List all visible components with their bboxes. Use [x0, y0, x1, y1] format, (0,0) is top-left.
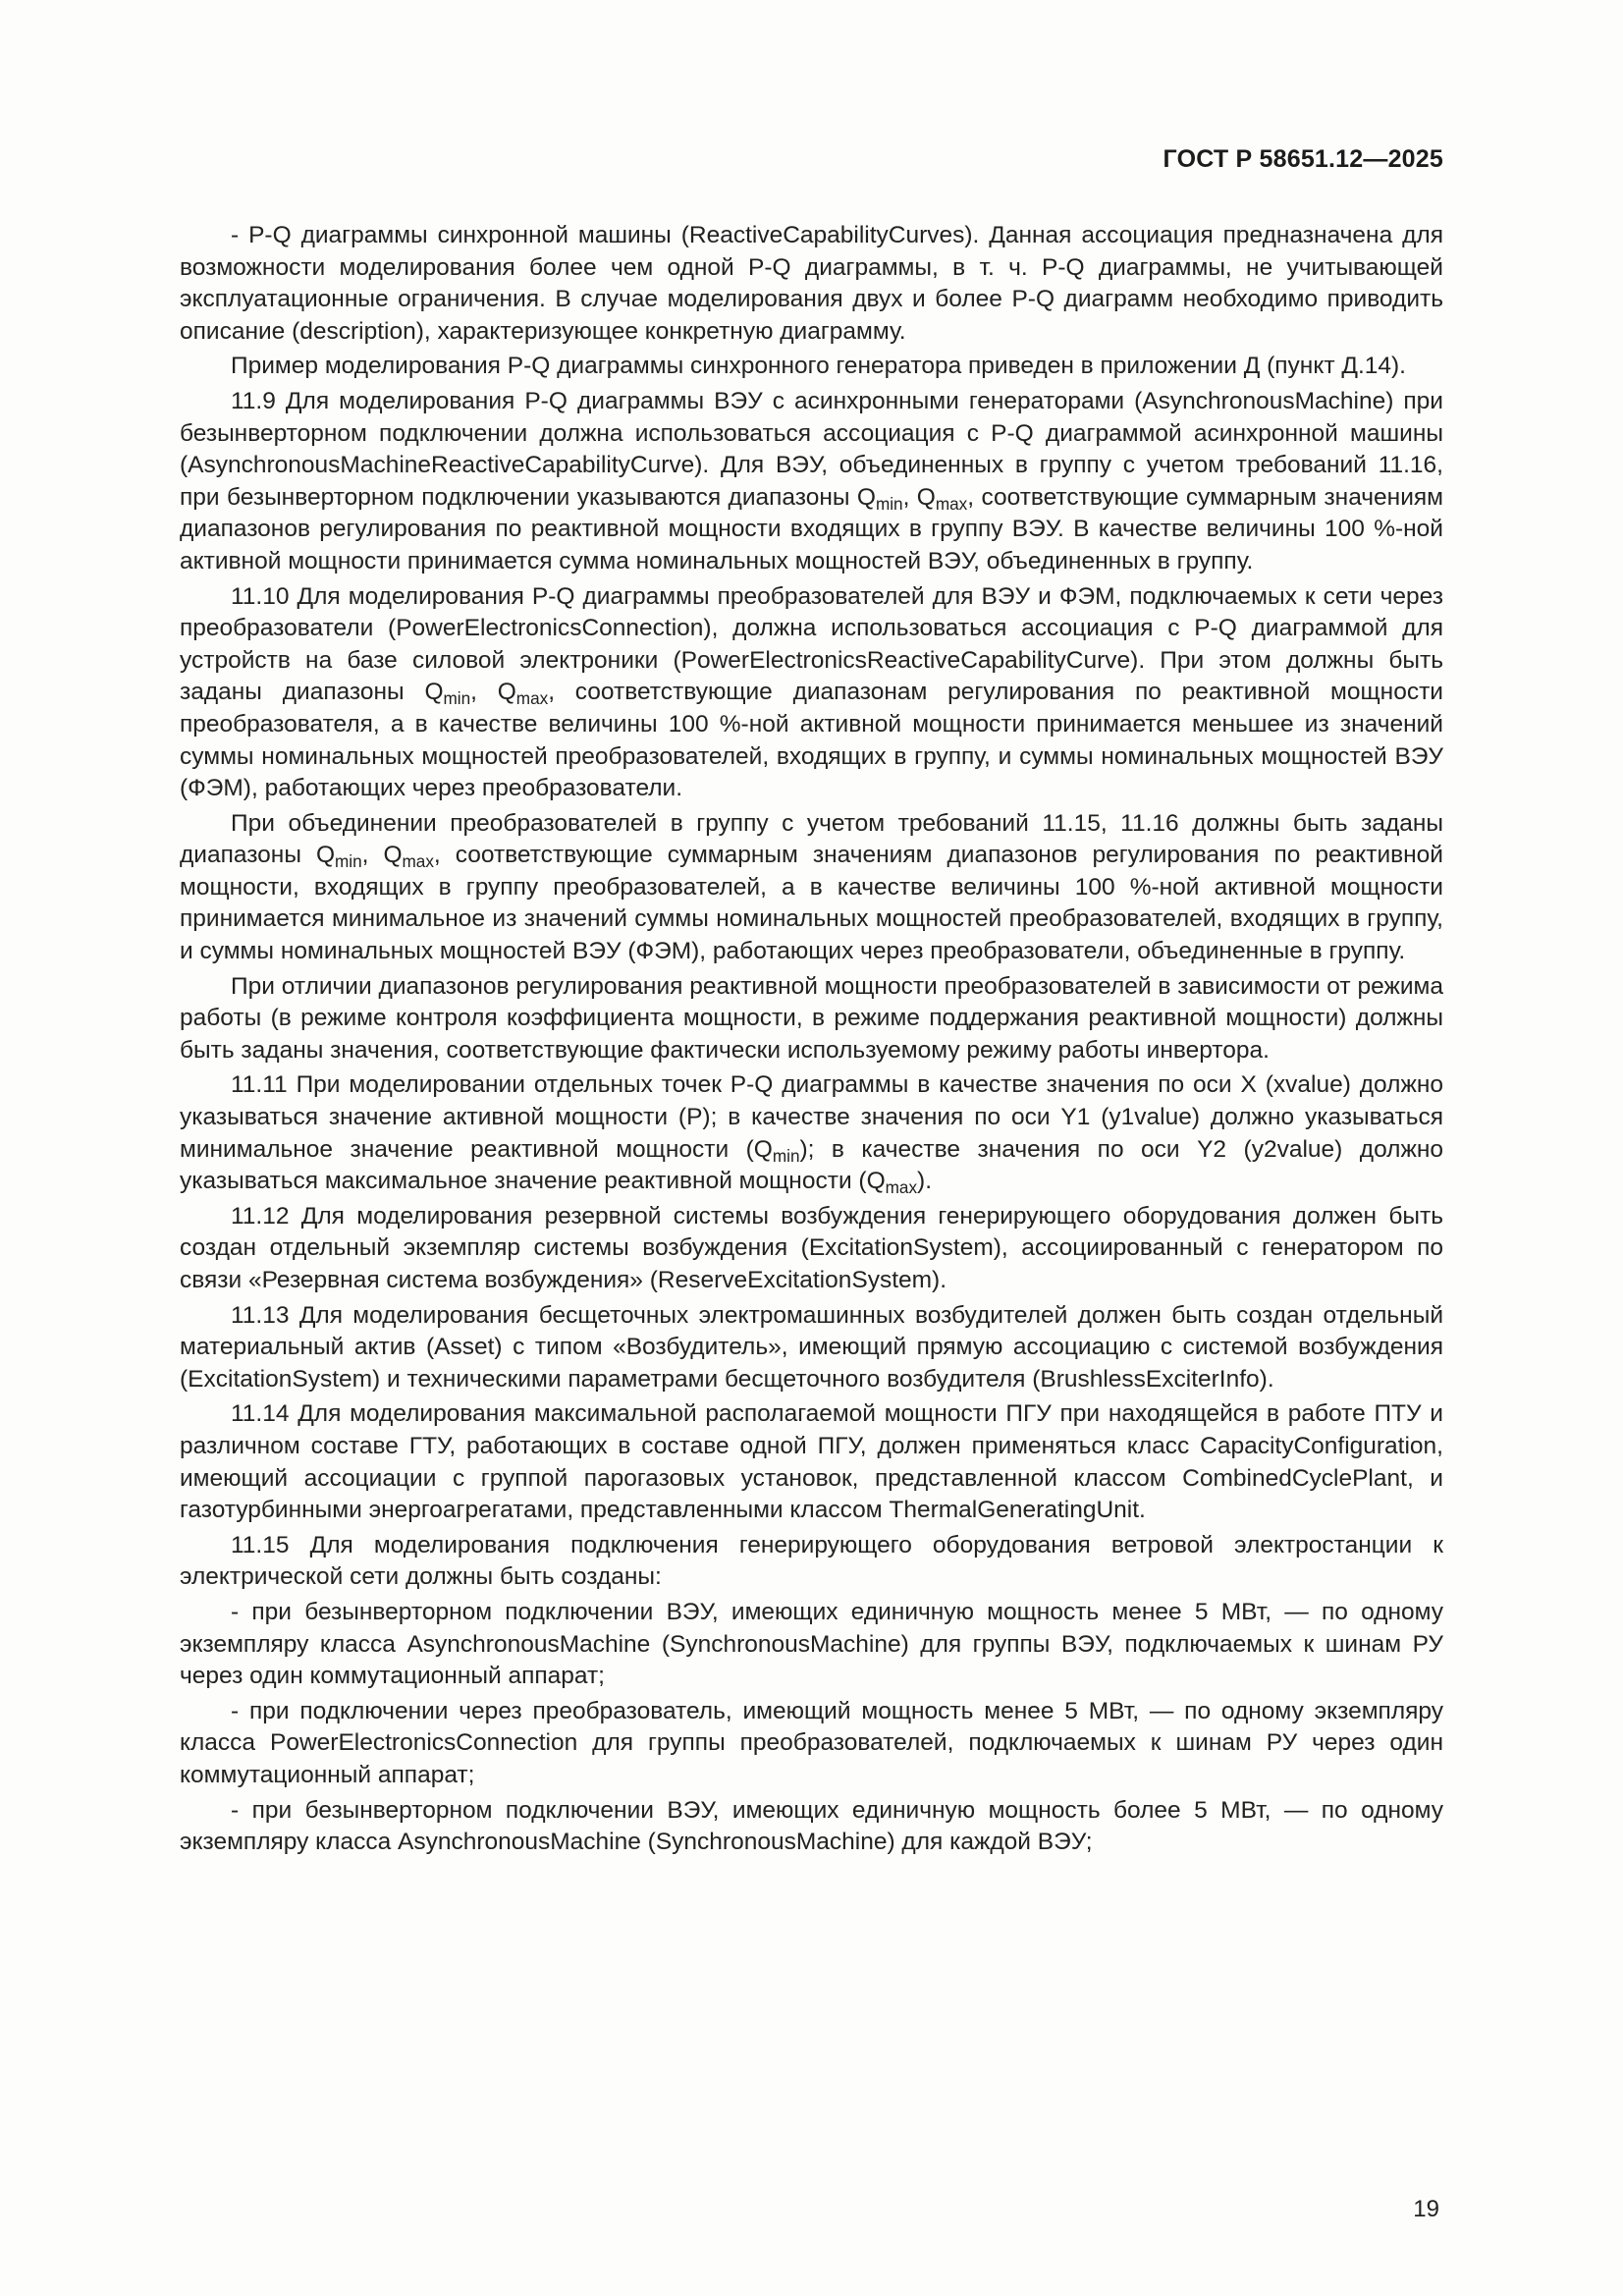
paragraph-11-11: 11.11 При моделировании отдельных точек P-Q диаграммы в качестве значения по оси X (xvalue) должно указываться значение активной мощности (P); в качестве значения по оси Y1 (y1value) должно указываться минимальное значение реактивной мощности $(Q_{min})$; в качестве значения по оси Y2 (y2value) должно указываться максимальное значение реактивной мощности $(Q_{max})$. — [180, 1071, 1444, 1198]
paragraph-11-10: 11.10 Для моделирования P-Q диаграммы преобразователей для ВЭУ и ФЭМ, подключаемых к сети через преобразователи (PowerElectronicsConnection), должна использоваться ассоциация с P-Q диаграммой для устройств на базе силовой электроники (PowerElectronicsReactiveCapabilityCurve). При этом должны быть заданы диапазоны $Q_{min}$, $Q_{max}$, соответствующие диапазонам регулирования по реактивной мощности преобразователя, а в качестве величины 100 %-ной активной мощности принимается меньшее из значений суммы номинальных мощностей преобразователей, входящих в группу, и суммы номинальных мощностей ВЭУ (ФЭМ), работающих через преобразователи. — [180, 582, 1443, 802]
subscript-min: min — [335, 851, 362, 872]
paragraph-converter-grouping: При объединении преобразователей в группу с учетом требований 11.15, 11.16 должны быть заданы диапазоны $Q_{min}$, $Q_{max}$, соответствующие суммарным значениям диапазонов регулирования по реактивной мощности, входящих в группу преобразователей, а в качестве величины 100 %-ной активной мощности принимается минимальное из значений суммы номинальных мощностей преобразователей, входящих в группу, и суммы номинальных мощностей ВЭУ (ФЭМ), работающих через преобразователи, объединенные в группу. — [180, 809, 1443, 965]
list-item-power-electronics: - при подключении через преобразователь, имеющий мощность менее 5 МВт, — по одному экземпляру класса PowerElectronicsConnection для группы преобразователей, подключаемых к шинам РУ через один коммутационный аппарат; — [180, 1697, 1443, 1788]
subscript-min: min — [875, 493, 903, 514]
list-item-each-wind-unit: - при безынверторном подключении ВЭУ, имеющих единичную мощность более 5 МВт, — по одному экземпляру класса AsynchronousMachine (SynchronousMachine) для каждой ВЭУ; — [180, 1796, 1443, 1856]
standard-header: ГОСТ Р 58651.12—2025 — [1163, 145, 1443, 173]
subscript-max: max — [402, 851, 434, 872]
paragraph-11-9: 11.9 Для моделирования P-Q диаграммы ВЭУ с асинхронными генераторами (AsynchronousMachine) при безынверторном подключении должна использоваться ассоциация с P-Q диаграммой асинхронной машины (AsynchronousMachineReactiveCapabilityCurve). Для ВЭУ, объединенных в группу с учетом требований 11.16, при безынверторном подключении указываются диапазоны $Q_{min}$, $Q_{max}$, соответствующие суммарным значениям диапазонов регулирования по реактивной мощности входящих в группу ВЭУ. В качестве величины 100 %-ной активной мощности принимается сумма номинальных мощностей ВЭУ, объединенных в группу. — [180, 387, 1444, 574]
subscript-min: min — [772, 1145, 800, 1166]
page-number: 19 — [1413, 2196, 1439, 2222]
subscript-max: max — [935, 493, 968, 514]
paragraph-11-12: 11.12 Для моделирования резервной системы возбуждения генерирующего оборудования должен быть создан отдельный экземпляр системы возбуждения (ExcitationSystem), ассоциированный с генератором по связи «Резервная система возбуждения» (ReserveExcitationSystem). — [180, 1202, 1443, 1293]
document-body — [180, 220, 1443, 1859]
paragraph-operating-mode: При отличии диапазонов регулирования реактивной мощности преобразователей в зависимости от режима работы (в режиме контроля коэффициента мощности, в режиме поддержания реактивной мощности) должны быть заданы значения, соответствующие фактически используемому режиму работы инвертора. — [180, 972, 1443, 1064]
list-item-async-machine: - при безынверторном подключении ВЭУ, имеющих единичную мощность менее 5 МВт, — по одному экземпляру класса AsynchronousMachine (SynchronousMachine) для группы ВЭУ, подключаемых к шинам РУ через один коммутационный аппарат; — [180, 1598, 1443, 1690]
paragraph-11-14: 11.14 Для моделирования максимальной располагаемой мощности ПГУ при находящейся в работе ПТУ и различном составе ГТУ, работающих в составе одной ПГУ, должен применяться класс CapacityConfiguration, имеющий ассоциации с группой парогазовых установок, представленной классом CombinedCyclePlant, и газотурбинными энергоагрегатами, представленными классом ThermalGeneratingUnit. — [180, 1400, 1443, 1524]
paragraph-11-13: 11.13 Для моделирования бесщеточных электромашинных возбудителей должен быть создан отдельный материальный актив (Asset) с типом «Возбудитель», имеющий прямую ассоциацию с системой возбуждения (ExcitationSystem) и техническими параметрами бесщеточного возбудителя (BrushlessExciterInfo). — [180, 1301, 1443, 1393]
subscript-max: max — [515, 688, 549, 709]
paragraph-pq-diagrams-sync-machine: - P-Q диаграммы синхронной машины (ReactiveCapabilityCurves). Данная ассоциация предназначена для возможности моделирования более чем одной P-Q диаграммы, в т. ч. P-Q диаграммы, не учитывающей эксплуатационные ограничения. В случае моделирования двух и более P-Q диаграмм необходимо приводить описание (description), характеризующее конкретную диаграмму. — [180, 222, 1443, 345]
subscript-min: min — [443, 688, 471, 709]
paragraph-11-15: 11.15 Для моделирования подключения генерирующего оборудования ветровой электростанции к электрической сети должны быть созданы: — [180, 1531, 1443, 1591]
subscript-max: max — [885, 1177, 918, 1198]
paragraph-example-reference: Пример моделирования P-Q диаграммы синхронного генератора приведен в приложении Д (пункт Д.14). — [231, 353, 1406, 380]
